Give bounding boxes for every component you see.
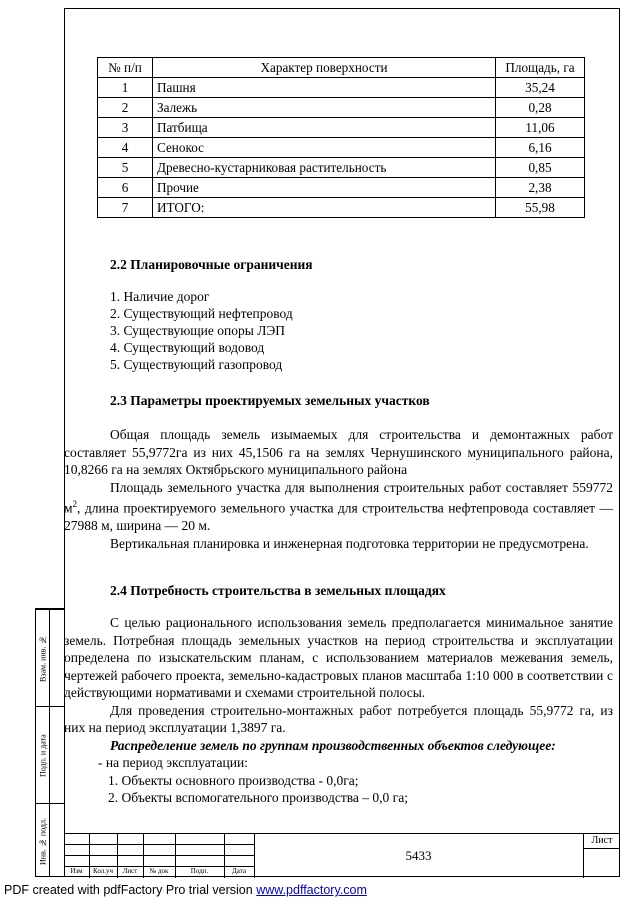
section-heading-2-2: 2.2 Планировочные ограничения xyxy=(110,257,313,272)
table-cell: 11,06 xyxy=(496,118,585,138)
section-2-3-body xyxy=(64,426,613,552)
table-cell: Прочие xyxy=(153,178,496,198)
title-label: Дата xyxy=(232,867,246,875)
table-header: № п/п xyxy=(98,58,153,78)
paragraph: Для проведения строительно-монтажных работ потребуется площадь 55,9772 га, из них на период эксплуатации 1,3897 га. xyxy=(64,702,613,735)
table-row xyxy=(98,158,585,178)
paragraph: Вертикальная планировка и инженерная подготовка территории не предусмотрена. xyxy=(110,535,589,551)
table-row xyxy=(98,118,585,138)
table-header: Характер поверхности xyxy=(153,58,496,78)
list-item: 1. Объекты основного производства - 0,0га; xyxy=(108,772,359,788)
table-cell: 2 xyxy=(98,98,153,118)
table-cell: 5 xyxy=(98,158,153,178)
list-item: 4. Существующий водовод xyxy=(110,340,265,355)
table-row xyxy=(98,98,585,118)
paragraph-emphasis: Распределение земель по группам производственных объектов следующее: xyxy=(110,737,556,753)
table-cell: 7 xyxy=(98,198,153,218)
table-cell: ИТОГО: xyxy=(153,198,496,218)
table-cell: 2,38 xyxy=(496,178,585,198)
list-item: 5. Существующий газопровод xyxy=(110,357,283,372)
title-label: Кол.уч xyxy=(93,867,113,875)
table-cell: Патбища xyxy=(153,118,496,138)
table-cell: 0,85 xyxy=(496,158,585,178)
side-label-sign-date: Подп. и дата xyxy=(38,734,48,777)
section-2-4-body xyxy=(64,614,613,807)
list-item: 2. Объекты вспомогательного производства – 0,0 га; xyxy=(108,790,408,805)
section-heading-2-3: 2.3 Параметры проектируемых земельных участков xyxy=(110,393,430,408)
sheet-label: Лист xyxy=(591,835,613,846)
table-row xyxy=(98,198,585,218)
table-cell: 0,28 xyxy=(496,98,585,118)
table-cell: 1 xyxy=(98,78,153,98)
list-item: 2. Существующий нефтепровод xyxy=(110,306,293,321)
paragraph: Общая площадь земель изымаемых для строительства и демонтажных работ составляет 55,9772га из них 45,1506 га на землях Чернушинского муниципального района, 10,8266 га на землях Октябрьского муниципального района xyxy=(64,427,613,477)
title-label: Подп. xyxy=(190,867,209,875)
table-cell: 55,98 xyxy=(496,198,585,218)
table-cell: Древесно-кустарниковая растительность xyxy=(153,158,496,178)
table-header-row xyxy=(98,58,585,78)
title-label: № док xyxy=(149,867,169,875)
table-cell: 6 xyxy=(98,178,153,198)
table-row xyxy=(98,78,585,98)
table-row xyxy=(98,178,585,198)
surface-table xyxy=(97,57,585,218)
paragraph: С целью рационального использования земель предполагается минимальное занятие земель. Потребная площадь земельных участков на период строительства и эксплуатации определена по изыскательским планам, с использованием материалов межевания земель, чертежей рабочего проекта, земельно-кадастровых планов масштаба 1:10 000 в соответствии с действующими нормативами и схемами строительной полосы. xyxy=(64,615,613,700)
sheet-box xyxy=(583,834,620,878)
paragraph: - на период эксплуатации: xyxy=(98,755,248,770)
table-row xyxy=(98,138,585,158)
section-heading-2-4: 2.4 Потребность строительства в земельных площадях xyxy=(110,583,446,598)
pdffactory-link[interactable]: www.pdffactory.com xyxy=(256,883,367,897)
side-label-replace-inv: Взам. инв. № xyxy=(38,635,48,682)
document-code: 5433 xyxy=(405,848,432,863)
title-label: Лист xyxy=(122,867,138,875)
title-block xyxy=(64,833,620,877)
table-cell: 6,16 xyxy=(496,138,585,158)
table-header: Площадь, га xyxy=(496,58,585,78)
table-cell: 35,24 xyxy=(496,78,585,98)
list-item: 3. Существующие опоры ЛЭП xyxy=(110,323,286,338)
paragraph: Площадь земельного участка для выполнения строительных работ составляет 559772 $м^2$, длина проектируемого земельного участка для строительства нефтепровода составляет — 27988 м, ширина — 20 м. xyxy=(64,479,613,533)
side-label-orig-inv: Инв. № подл. xyxy=(38,818,48,865)
list-item: 1. Наличие дорог xyxy=(110,289,210,304)
pdf-footer: PDF created with pdfFactory Pro trial version www.pdffactory.com xyxy=(4,883,367,897)
table-cell: 4 xyxy=(98,138,153,158)
table-cell: Залежь xyxy=(153,98,496,118)
title-label: Изм xyxy=(70,867,83,875)
table-cell: Сенокос xyxy=(153,138,496,158)
table-cell: Пашня xyxy=(153,78,496,98)
side-stamp xyxy=(35,608,64,877)
table-cell: 3 xyxy=(98,118,153,138)
